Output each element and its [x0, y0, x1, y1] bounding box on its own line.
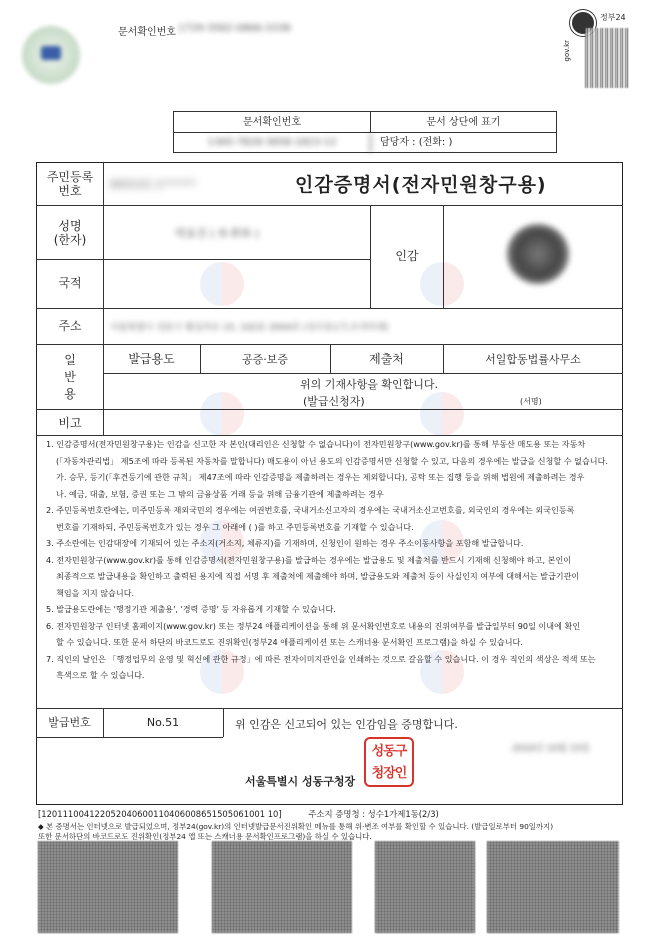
footer-code	[38, 808, 439, 820]
inkan-label: 인감	[395, 249, 419, 263]
bottom-barcode	[38, 841, 178, 933]
note-line: 최종적으로 발급내용을 확인하고 출력된 용지에 직접 서명 후 제출처에 제출해야 하며, 발급용도와 제출처 등이 사실인지 여부에 대해서는 발급기관이	[56, 571, 580, 581]
sign-text: (서명)	[520, 397, 542, 406]
purpose-value: 공증·보증	[241, 353, 288, 366]
top-barcode	[585, 28, 629, 88]
submit-value: 서일합동법률사무소	[485, 353, 581, 366]
issue-date: 2024년 10월 15일	[512, 744, 590, 754]
bottom-barcode	[487, 841, 619, 933]
applicant-text: (발급신청자)	[303, 395, 365, 408]
address-label: 주소	[58, 319, 82, 333]
verify-doc-no-value: 1365-7828-3658-1823-12	[174, 133, 371, 153]
rrn-label: 주민등록 번호	[46, 170, 94, 198]
purpose-label: 발급용도	[128, 352, 175, 366]
verify-doc-no-label: 문서확인번호	[174, 112, 371, 133]
note-line: 6. 전자민원창구 인터넷 홈페이지(www.gov.kr) 또는 정부24 애플리케이션을 통해 위 문서확인번호로 내용의 진위여부를 발급일부터 90일 이내에 확인	[46, 620, 581, 631]
note-line: 흑색으로 할 수 있습니다.	[56, 670, 145, 680]
submit-label: 제출처	[369, 352, 404, 366]
verify-box	[173, 111, 557, 153]
footer-page-info: 주소지 증명청 : 성수1가제1동(2/3)	[308, 809, 439, 819]
note-line: 1. 인감증명서(전자민원창구용)는 인감을 신고한 자 본인(대리인은 신청할 수 없습니다)이 전자민원창구(www.gov.kr)를 통해 부동산 매도용 또는 자동차	[46, 439, 586, 449]
verify-contact: 담당자 : (전화: )	[380, 137, 453, 148]
note-line: 2. 주민등록번호란에는, 미주민등록 재외국민의 경우에는 여권번호를, 국내거소신고자의 경우에는 국내거소신고번호를, 외국인의 경우에는 외국인등록	[46, 505, 575, 515]
government-seal-icon	[22, 26, 80, 84]
rrn-value: 800101-1******	[110, 178, 196, 191]
name-value: 박효진 ( 朴孝珍 )	[175, 227, 259, 240]
official-stamp: 성동구청장인	[364, 737, 414, 787]
gov24-label: 정부24	[600, 13, 626, 22]
note-line: 책임을 지지 않습니다.	[56, 587, 135, 598]
nationality-label: 국적	[58, 276, 82, 290]
bottom-barcode	[212, 841, 352, 933]
doc-confirm-label: 문서확인번호	[118, 27, 176, 38]
issue-no-label: 발급번호	[48, 716, 91, 729]
note-line: 나. 예금, 대출, 보험, 증권 또는 그 밖의 금융상품 거래 등을 위해 금융기관에 제출하려는 경우	[56, 488, 384, 499]
note-line: 할 수 있습니다. 또한 문서 하단의 바코드로도 진위확인(정부24 애플리케이션 또는 스캐너용 문서확인 프로그램)을 하실 수 있습니다.	[56, 637, 523, 647]
note-line: 가. 승무, 등기(「후견등기에 관한 규칙」 제47조에 따라 인감증명을 제출하려는 경우는 제외합니다), 공탁 또는 집행 등을 위해 법원에 제출하려는 경우	[56, 472, 585, 482]
verify-top-display-label: 문서 상단에 표기	[371, 112, 556, 133]
footer-code-line: [120111004122052040600110406008651505061001 10]	[38, 809, 282, 819]
note-line: (「자동차관리법」 제5조에 따라 등록된 자동차를 말합니다) 매도용이 아닌 용도의 인감증명서만 신청할 수 있고, 다음의 경우에는 발급을 신청할 수 없습니다.	[56, 455, 608, 466]
confirm-text: 위의 기재사항을 확인합니다.	[300, 378, 439, 391]
inkan-seal-image	[507, 224, 569, 284]
note-line: 7. 직인의 날인은 「행정업무의 운영 및 혁신에 관한 규정」에 따른 전자이미지관인을 인쇄하는 것으로 갈음할 수 있습니다. 이 경우 직인의 색상은 적색 또는	[46, 653, 596, 664]
remarks-label: 비고	[58, 416, 82, 430]
note-line: 4. 전자민원창구(www.gov.kr)를 통해 인감증명서(전자민원창구용)를 발급하는 경우에는 발급용도 및 제출처를 반드시 기재해 신청해야 하고, 본인이	[46, 554, 572, 565]
page-title: 인감증명서(전자민원창구용)	[295, 174, 547, 196]
note-line: 3. 주소란에는 인감대장에 기재되어 있는 주소지(거소지, 체류지)를 기재하며, 신청인이 원하는 경우 주소이동사항을 포함해 발급합니다.	[46, 538, 524, 548]
general-use-label: 일 반 용	[64, 353, 76, 401]
issuer-name: 서울특별시 성동구청장	[245, 775, 356, 788]
issue-no-value: No.51	[146, 716, 180, 729]
notes-section	[40, 436, 620, 684]
note-line: 번호를 기재하되, 주민등록번호가 있는 경우 그 아래에 ( )를 하고 주민등록번호를 기재할 수 있습니다.	[56, 521, 414, 532]
bottom-barcode	[375, 841, 475, 933]
address-value: 서울특별시 성동구 왕십리로 15, 102동 2004호 (성수동1가,트리마제)	[110, 323, 389, 333]
name-label: 성명 (한자)	[53, 219, 87, 247]
certify-statement: 위 인감은 신고되어 있는 인감임을 증명합니다.	[235, 718, 458, 731]
note-line: 5. 발급용도란에는 '행정기관 제출용', '경력 증명' 등 자유롭게 기재할 수 있습니다.	[46, 604, 336, 614]
gov-side-text: gov.kr	[563, 40, 571, 62]
doc-confirm-value: 1729-3582-0866-3338	[178, 23, 291, 34]
footer-notice-1: ◆ 본 증명서는 인터넷으로 발급되었으며, 정부24(gov.kr)의 인터넷발급문서진위확인 메뉴를 통해 위·변조 여부를 확인할 수 있습니다. (발급일로부터 90일까지)	[38, 822, 554, 831]
footer-notice-2: 또한 문서하단의 바코드로도 진위확인(정부24 앱 또는 스캐너용 문서확인프로그램)을 하실 수 있습니다.	[38, 832, 372, 841]
